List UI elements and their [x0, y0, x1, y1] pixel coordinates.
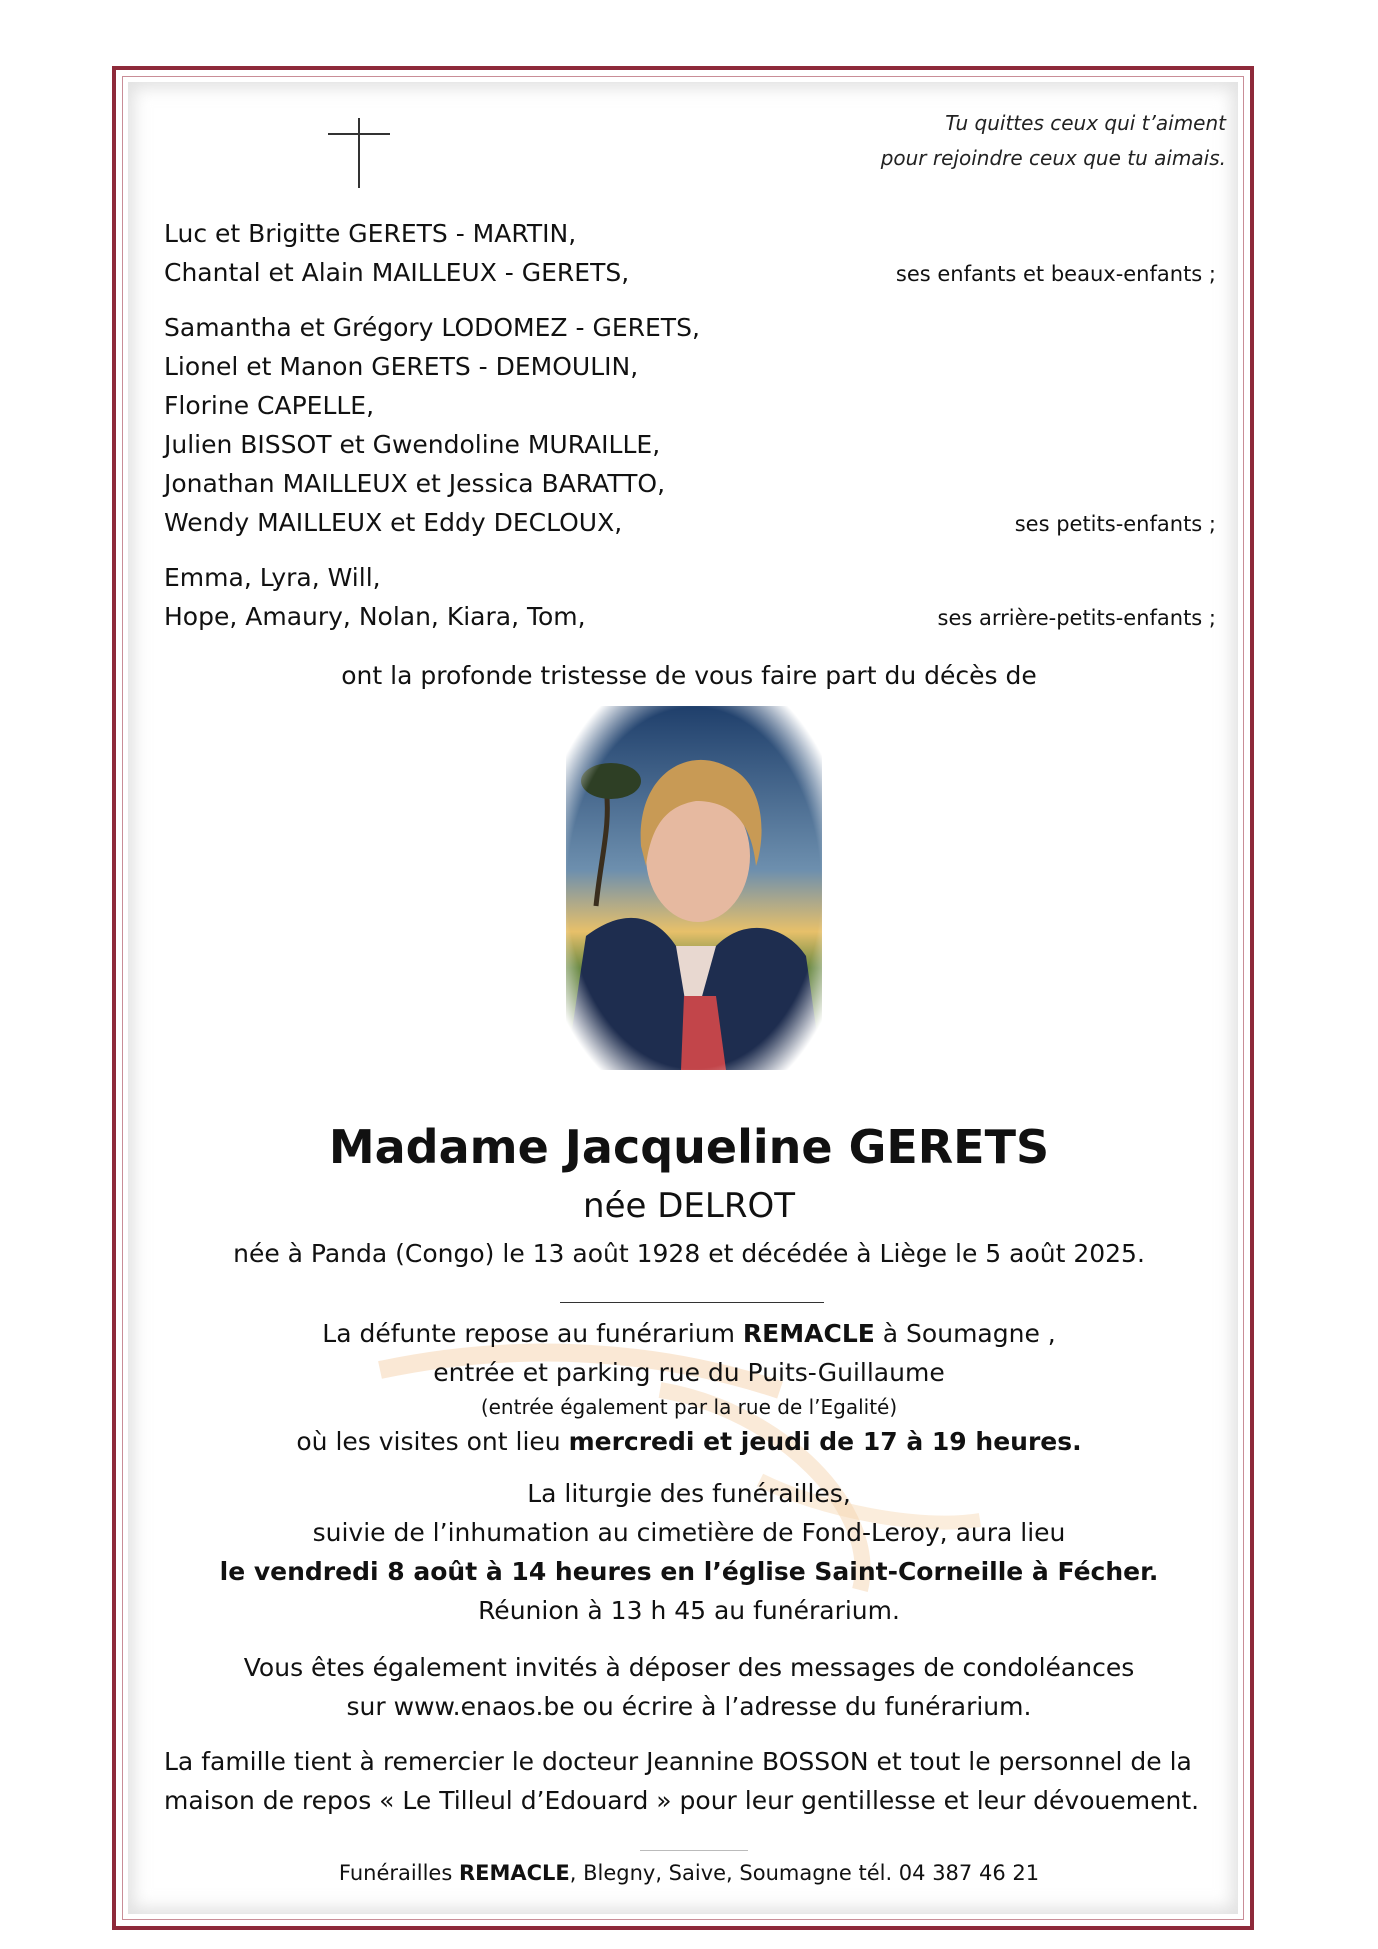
maiden-name: née DELROT — [583, 1186, 795, 1226]
funeral-home-name: REMACLE — [458, 1861, 570, 1885]
family-name: Jonathan MAILLEUX et Jessica BARATTO, — [164, 469, 666, 498]
funeral-info — [140, 1474, 1238, 1630]
relation-label: ses petits-enfants ; — [1014, 512, 1216, 536]
family-name: Florine CAPELLE, — [164, 391, 375, 420]
visiting-hours: mercredi et jeudi de 17 à 19 heures. — [568, 1427, 1082, 1456]
relation-label: ses enfants et beaux-enfants ; — [895, 262, 1216, 286]
family-name: Wendy MAILLEUX et Eddy DECLOUX, — [164, 508, 623, 537]
text: sur www.enaos.be ou écrire à l’adresse du funérarium. — [346, 1692, 1032, 1721]
text: La liturgie des funérailles, — [527, 1479, 851, 1508]
text: La famille tient à remercier le docteur Jeannine BOSSON et tout le personnel de la — [164, 1747, 1192, 1776]
divider — [560, 1302, 824, 1303]
funeral-date: le vendredi 8 août à 14 heures en l’église Saint-Corneille à Fécher. — [219, 1557, 1159, 1586]
text: suivie de l’inhumation au cimetière de Fond-Leroy, aura lieu — [312, 1518, 1066, 1547]
text: Réunion à 13 h 45 au funérarium. — [478, 1596, 900, 1625]
text: La défunte repose au funérarium — [322, 1319, 743, 1348]
text: maison de repos « Le Tilleul d’Edouard » pour leur gentillesse et leur dévouement. — [164, 1786, 1200, 1815]
family-name: Hope, Amaury, Nolan, Kiara, Tom, — [164, 602, 586, 631]
great-grandchildren-section — [164, 558, 1216, 636]
family-name: Julien BISSOT et Gwendoline MURAILLE, — [164, 430, 661, 459]
relation-label: ses arrière-petits-enfants ; — [937, 606, 1216, 630]
text: (entrée également par la rue de l’Egalité) — [480, 1395, 898, 1419]
family-name: Lionel et Manon GERETS - DEMOULIN, — [164, 352, 639, 381]
deceased-name: Madame Jacqueline GERETS — [328, 1120, 1050, 1174]
family-name: Chantal et Alain MAILLEUX - GERETS, — [164, 258, 630, 287]
family-name: Luc et Brigitte GERETS - MARTIN, — [164, 219, 577, 248]
funeral-home-name: REMACLE — [742, 1319, 875, 1348]
text: où les visites ont lieu — [296, 1427, 569, 1456]
text: à Soumagne , — [874, 1319, 1056, 1348]
grandchildren-section — [164, 308, 1216, 542]
family-name: Emma, Lyra, Will, — [164, 563, 381, 592]
quote-line: Tu quittes ceux qui t’aiment — [945, 111, 1226, 135]
text: Funérailles — [338, 1861, 459, 1885]
text: entrée et parking rue du Puits-Guillaume — [433, 1358, 945, 1387]
epitaph-quote — [881, 106, 1226, 176]
family-name: Samantha et Grégory LODOMEZ - GERETS, — [164, 313, 700, 342]
announcement: ont la profonde tristesse de vous faire part du décès de — [341, 661, 1037, 690]
text: , Blegny, Saive, Soumagne tél. 04 387 46 21 — [569, 1861, 1040, 1885]
quote-line: pour rejoindre ceux que tu aimais. — [880, 146, 1226, 170]
children-section — [164, 214, 1216, 292]
portrait-photo — [566, 706, 822, 1070]
thanks-section — [164, 1742, 1218, 1820]
birth-death-dates: née à Panda (Congo) le 13 août 1928 et décédée à Liège le 5 août 2025. — [233, 1239, 1145, 1268]
text: Vous êtes également invités à déposer des messages de condoléances — [243, 1653, 1135, 1682]
cross-icon — [328, 118, 390, 188]
footer — [140, 1858, 1238, 1888]
footer-divider — [640, 1850, 748, 1851]
visitation-info — [140, 1314, 1238, 1461]
condolences-info — [140, 1648, 1238, 1726]
